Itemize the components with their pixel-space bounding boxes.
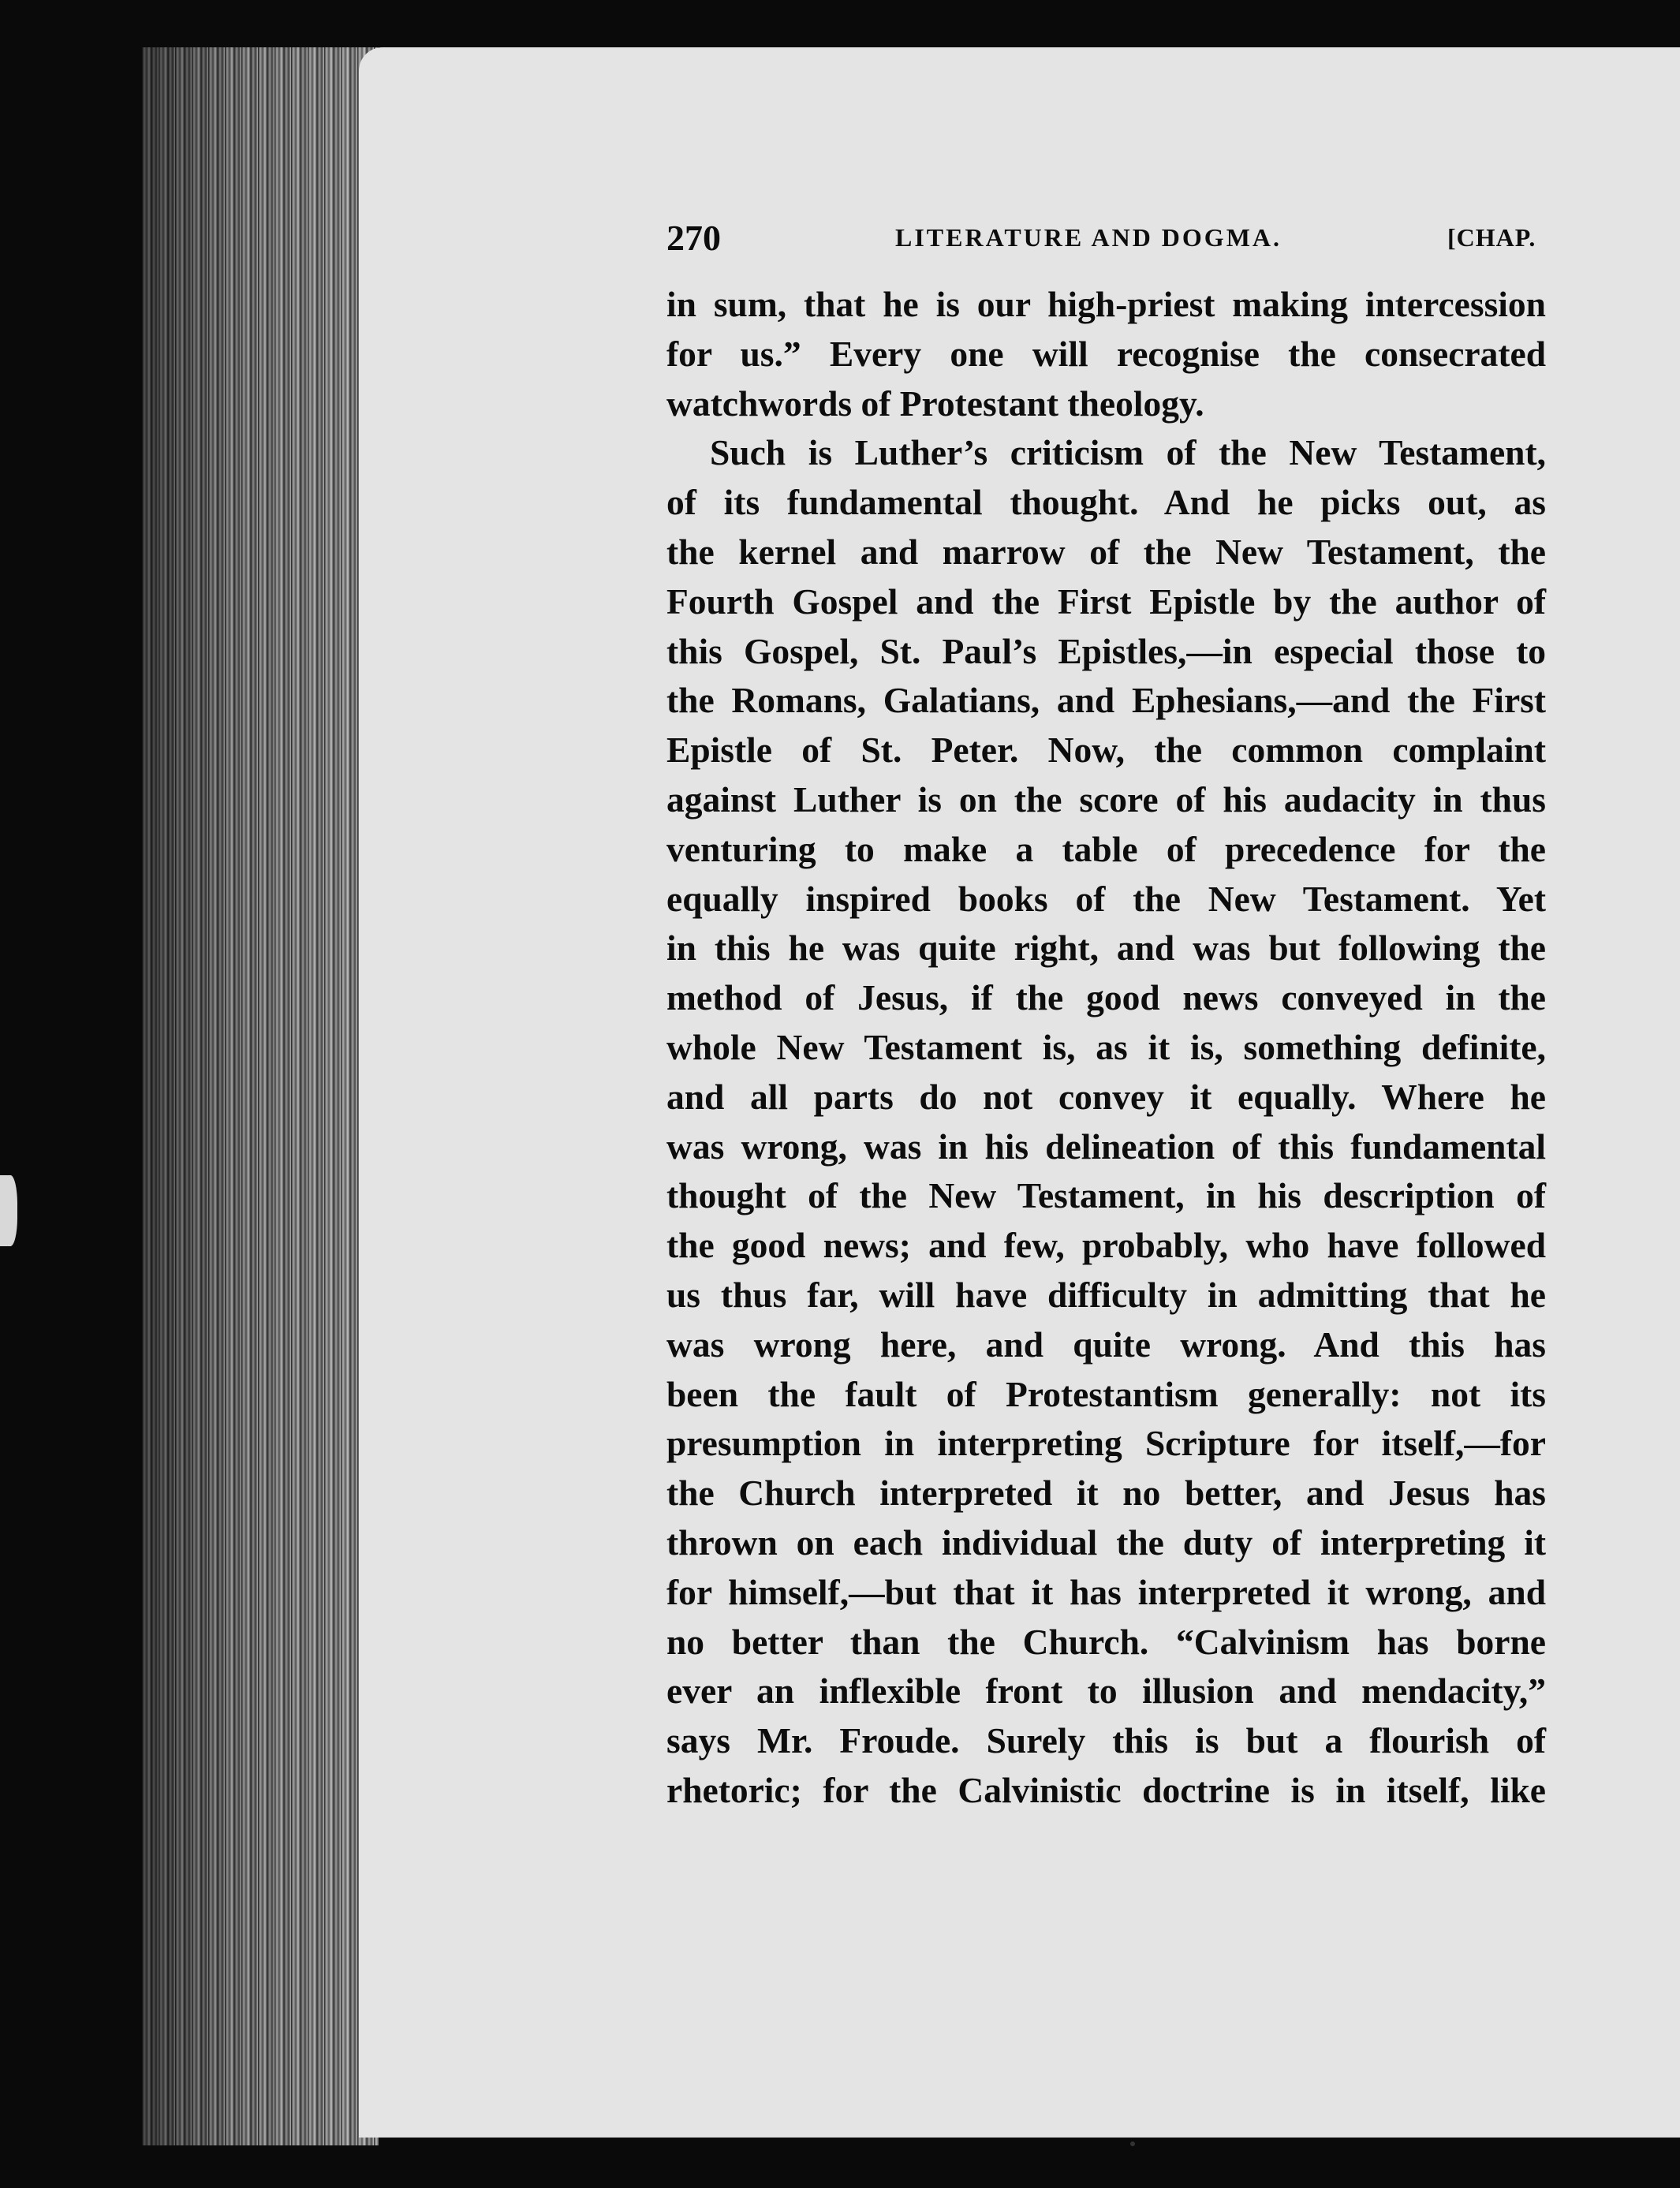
text-line: in this he was quite right, and was but following the bbox=[666, 928, 1546, 969]
text-line: of its fundamental thought. And he picks out, as bbox=[666, 482, 1546, 523]
scan-artifact bbox=[0, 1175, 17, 1246]
text-line: the good news; and few, probably, who have followed bbox=[666, 1225, 1546, 1266]
page-content bbox=[666, 217, 1680, 1816]
book-page bbox=[359, 47, 1680, 2138]
text-line: whole New Testament is, as it is, something definite, bbox=[666, 1026, 1546, 1067]
text-line: was wrong, was in his delineation of this fundamental bbox=[666, 1126, 1546, 1167]
text-line: the Romans, Galatians, and Ephesians,—and the First bbox=[666, 680, 1546, 721]
page-number: 270 bbox=[666, 218, 721, 258]
text-line: venturing to make a table of precedence for the bbox=[666, 828, 1546, 869]
text-line: thought of the New Testament, in his description of bbox=[666, 1175, 1546, 1216]
text-line: says Mr. Froude. Surely this is but a flourish of bbox=[666, 1720, 1546, 1761]
running-header bbox=[666, 217, 1680, 272]
text-line: was wrong here, and quite wrong. And this has bbox=[666, 1324, 1546, 1365]
running-title: LITERATURE AND DOGMA. bbox=[895, 223, 1282, 252]
text-line: against Luther is on the score of his audacity in thus bbox=[666, 778, 1546, 820]
text-line: thrown on each individual the duty of interpreting it bbox=[666, 1522, 1546, 1563]
text-line: Fourth Gospel and the First Epistle by the author of bbox=[666, 581, 1546, 622]
text-line: Epistle of St. Peter. Now, the common complaint bbox=[666, 730, 1546, 771]
text-line: the Church interpreted it no better, and Jesus has bbox=[666, 1473, 1546, 1514]
text-line: the kernel and marrow of the New Testament, the bbox=[666, 531, 1546, 572]
text-line: method of Jesus, if the good news conveyed in the bbox=[666, 977, 1546, 1018]
body-text bbox=[666, 280, 1546, 1816]
text-line: rhetoric; for the Calvinistic doctrine is in itself, like bbox=[666, 1769, 1546, 1810]
page-speck bbox=[1130, 2141, 1135, 2146]
text-line: no better than the Church. “Calvinism has borne bbox=[666, 1621, 1546, 1662]
text-line: for himself,—but that it has interpreted it wrong, and bbox=[666, 1571, 1546, 1612]
text-line: presumption in interpreting Scripture for itself,—for bbox=[666, 1423, 1546, 1464]
chapter-reference: [CHAP. bbox=[1447, 223, 1536, 252]
book-fore-edge bbox=[142, 47, 379, 2145]
text-line: ever an inflexible front to illusion and mendacity,” bbox=[666, 1671, 1546, 1712]
text-line: watchwords of Protestant theology. bbox=[666, 383, 1204, 424]
text-line: and all parts do not convey it equally. Where he bbox=[666, 1076, 1546, 1117]
text-line: for us.” Every one will recognise the consecrated bbox=[666, 333, 1546, 374]
text-line: been the fault of Protestantism generally: not its bbox=[666, 1373, 1546, 1414]
text-line: us thus far, will have difficulty in admitting that he bbox=[666, 1274, 1546, 1315]
text-line: equally inspired books of the New Testament. Yet bbox=[666, 878, 1546, 919]
text-line: this Gospel, St. Paul’s Epistles,—in especial those to bbox=[666, 630, 1546, 671]
text-line: in sum, that he is our high-priest making intercession bbox=[666, 284, 1546, 324]
text-line: Such is Luther’s criticism of the New Testament, bbox=[710, 432, 1546, 473]
